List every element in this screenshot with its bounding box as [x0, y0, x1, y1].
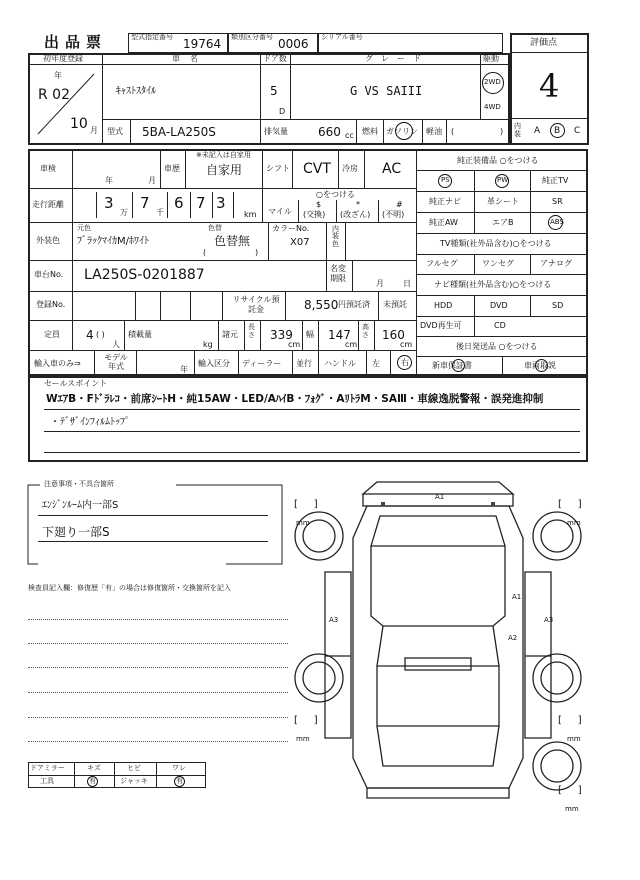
- mileage-digit-1: 3: [104, 194, 114, 212]
- year-mark: 年: [54, 71, 62, 80]
- notes-line-1: ｴﾝｼﾞﾝﾙｰﾑ内一部S: [42, 500, 119, 511]
- ac-value: AC: [382, 161, 402, 177]
- handle-label: ハンドル: [324, 359, 356, 368]
- drive-4wd: 4WD: [484, 103, 501, 111]
- later-manual: 車両取説: [524, 361, 556, 370]
- doors-value: 5: [270, 84, 278, 98]
- cc-unit: cc: [345, 131, 354, 140]
- inspection-year: 年: [105, 176, 113, 185]
- mm-fr: mm: [567, 519, 581, 527]
- dollar-mark: $: [316, 200, 322, 209]
- inspector-label: 検査員記入欄：修復歴「有」の場合は修復箇所・交換箇所を記入: [28, 584, 231, 592]
- height-label: 高さ: [362, 323, 369, 339]
- mm-fl: mm: [296, 519, 310, 527]
- reg-month: 10: [70, 116, 88, 132]
- door-d: D: [279, 107, 286, 116]
- reg-no-label: 登録No.: [36, 300, 66, 309]
- width-cm: cm: [345, 340, 358, 349]
- chassis-label: 車台No.: [34, 270, 64, 279]
- jack-present: 有: [176, 777, 183, 785]
- ac-label: 冷房: [342, 164, 358, 173]
- equip-airbag: エアB: [492, 218, 514, 227]
- interior-c: C: [574, 126, 581, 136]
- grade-label: グレード: [365, 54, 429, 63]
- history-value: 自家用: [206, 163, 243, 177]
- displacement-value: 660: [318, 125, 341, 139]
- color-no: X07: [290, 237, 310, 248]
- unknown-label: (不明): [382, 210, 405, 219]
- mm-rl: mm: [296, 735, 310, 743]
- equip-genuine-navi: 純正ナビ: [429, 197, 461, 206]
- notes-line-2: 下廻り一部S: [42, 525, 110, 539]
- load-label: 積載量: [128, 330, 152, 339]
- length-value: 339: [270, 328, 293, 342]
- damage-a1-front: A1: [435, 493, 445, 501]
- tools-present: 有: [89, 777, 96, 785]
- name-change-label: 名変期限: [330, 264, 346, 284]
- fuel-gas: ガソリン: [386, 127, 418, 136]
- color-change-value: 色替無: [214, 234, 251, 248]
- interior-b: B: [554, 126, 561, 136]
- mileage-label: 走行距離: [32, 200, 64, 209]
- equip-genuine-aw: 純正AW: [429, 218, 458, 227]
- car-damage-diagram: [285, 476, 590, 816]
- month-mark: 月: [90, 126, 98, 135]
- import-class-label: 輸入区分: [198, 359, 230, 368]
- fuel-paren-close: ): [500, 127, 504, 136]
- inspection-label: 車検: [40, 164, 56, 173]
- damage-a3-left: A3: [329, 616, 339, 624]
- height-cm: cm: [400, 340, 413, 349]
- navi-dvd-play: DVD再生可: [420, 321, 462, 330]
- car-name-label: 車名: [172, 54, 208, 63]
- drive-label: 駆動: [483, 54, 499, 63]
- navi-sd: SD: [552, 301, 564, 310]
- tampered-label: (改ざん): [340, 210, 371, 219]
- parallel-option: 並行: [296, 359, 312, 368]
- equip-sr: SR: [552, 197, 563, 206]
- interior-label: 内装: [514, 122, 521, 138]
- dims-label: 諸元: [222, 330, 238, 339]
- shift-value: CVT: [303, 161, 331, 177]
- first-reg-label: 初年度登録: [43, 54, 83, 63]
- sales-label: セールスポイント: [44, 379, 108, 388]
- navi-cd: CD: [494, 321, 506, 330]
- star-mark: *: [356, 200, 360, 209]
- sen-unit: 千: [156, 208, 164, 217]
- mm-spare: mm: [565, 805, 579, 813]
- tv-header: TV種類(社外品含む)○をつける: [440, 239, 552, 248]
- km-unit: km: [244, 210, 257, 219]
- paren-close: ): [255, 248, 259, 257]
- orig-color-label: 元色: [77, 224, 91, 232]
- fuel-diesel: 軽油: [426, 127, 442, 136]
- mileage-digit-5: 3: [216, 194, 226, 212]
- length-label: 長さ: [248, 323, 255, 339]
- color-change-label: 色替: [208, 224, 222, 232]
- inspection-month: 月: [148, 176, 156, 185]
- width-label: 幅: [306, 330, 314, 339]
- model-label: 型式: [107, 127, 123, 136]
- man-unit: 万: [120, 208, 128, 217]
- kg-unit: kg: [203, 340, 213, 349]
- jack-label: ジャッキ: [120, 777, 148, 785]
- fuel-label: 燃料: [362, 127, 378, 136]
- length-cm: cm: [288, 340, 301, 349]
- model-year-label: モデル年式: [104, 353, 128, 372]
- interior-a: A: [534, 126, 541, 136]
- tv-fullseg: フルセグ: [426, 259, 458, 268]
- era-year: R 02: [38, 87, 70, 103]
- damage-a2-right: A2: [508, 634, 518, 642]
- drive-2wd: 2WD: [484, 78, 501, 86]
- width-value: 147: [328, 328, 351, 342]
- sheet-title: 出品票: [44, 33, 108, 51]
- navi-header: ナビ種類(社外品含む)○をつける: [434, 280, 552, 289]
- height-value: 160: [382, 328, 405, 342]
- equip-genuine-tv: 純正TV: [542, 176, 569, 185]
- genuine-header: 純正装備品 ○をつける: [457, 156, 539, 165]
- equip-pw: PW: [497, 176, 509, 184]
- handle-right: 右: [401, 358, 409, 367]
- hash-mark: #: [396, 200, 403, 209]
- tv-analog: アナログ: [540, 259, 572, 268]
- mileage-digit-3: 6: [174, 194, 184, 212]
- doors-label: ドア数: [263, 54, 287, 63]
- fuel-paren: (: [451, 127, 455, 136]
- chassis-day: 日: [403, 279, 411, 288]
- exchange-label: (交換): [303, 210, 326, 219]
- score-value: 4: [539, 67, 560, 105]
- color-label: 外装色: [36, 236, 60, 245]
- capacity-label: 定員: [44, 330, 60, 339]
- history-note: ※未記入は自家用: [196, 151, 251, 159]
- history-label: 車歴: [164, 164, 180, 173]
- sales-line-2: ・ﾃﾞｻﾞｲﾝﾌｨﾙﾑﾄｯﾌﾟ: [50, 417, 130, 428]
- persons-unit: 人: [112, 340, 120, 349]
- color-value: ﾌﾞﾗｯｸﾏｲｶM/ﾎﾜｲﾄ: [77, 236, 149, 247]
- damage-a3-right: A3: [544, 616, 554, 624]
- model-cert-label: 型式指定番号: [131, 33, 173, 41]
- mile-label: マイル: [268, 207, 292, 216]
- equip-leather: 革シート: [487, 197, 519, 206]
- shift-label: シフト: [266, 164, 290, 173]
- model-year-unit: 年: [180, 365, 188, 374]
- navi-dvd: DVD: [490, 301, 508, 310]
- model-cert-value: 19764: [183, 37, 222, 51]
- model-value: 5BA-LA250S: [142, 125, 216, 139]
- import-label: 輸入車のみ⇒: [34, 359, 81, 368]
- class-label: 類別区分番号: [231, 33, 273, 41]
- color-no-label: カラーNo.: [272, 224, 310, 233]
- recycle-value: 8,550: [304, 298, 339, 312]
- recycle-unpaid: 未預託: [383, 300, 407, 309]
- mirror-dent: ワレ: [172, 764, 186, 772]
- interior-color-label: 内装色: [332, 225, 339, 248]
- mileage-digit-2: 7: [140, 194, 150, 212]
- navi-hdd: HDD: [434, 301, 453, 310]
- equip-abs: ABS: [550, 218, 564, 226]
- later-warranty: 新車保証書: [432, 361, 472, 370]
- sales-line-1: WｴｱB・Fﾄﾞﾗﾚｺ・前席ｼｰﾄH・純15AW・LED/AﾊｲB・ﾌｫｸﾞ・AﾘﾄﾗM・SAⅢ・車線逸脱警報・誤発進抑制: [46, 393, 544, 405]
- mirror-scratch: キズ: [87, 764, 101, 772]
- tools-label: 工具: [40, 777, 54, 785]
- tv-oneseg: ワンセグ: [482, 259, 514, 268]
- mileage-digit-4: 7: [196, 194, 206, 212]
- meter-attach: ○をつける: [316, 190, 355, 199]
- handle-left: 左: [372, 359, 380, 368]
- door-mirror-label: ドアミラー: [30, 764, 65, 772]
- mm-rr: mm: [567, 735, 581, 743]
- damage-a1-right: A1: [512, 593, 522, 601]
- chassis-value: LA250S-0201887: [84, 267, 205, 283]
- serial-label: シリアル番号: [321, 33, 363, 41]
- paren-open: (: [203, 248, 207, 257]
- notes-label: 注意事項・不具合箇所: [44, 480, 114, 488]
- dealer-option: ディーラー: [242, 359, 282, 368]
- score-label: 評価点: [530, 38, 558, 48]
- recycle-label: リサイクル預託金: [232, 295, 280, 314]
- capacity-paren: ( ): [96, 330, 105, 339]
- chassis-month: 月: [376, 279, 384, 288]
- car-name: ｷｬｽﾄｽﾀｲﾙ: [116, 86, 156, 97]
- grade-value: G VS SAIII: [350, 84, 423, 98]
- capacity-value: 4: [86, 328, 94, 342]
- class-value: 0006: [278, 37, 309, 51]
- equip-ps: PS: [441, 176, 450, 184]
- later-header: 後日発送品 ○をつける: [456, 342, 538, 351]
- displacement-label: 排気量: [264, 127, 288, 136]
- recycle-paid: 円預託済: [338, 300, 370, 309]
- mirror-crack: ヒビ: [127, 764, 141, 772]
